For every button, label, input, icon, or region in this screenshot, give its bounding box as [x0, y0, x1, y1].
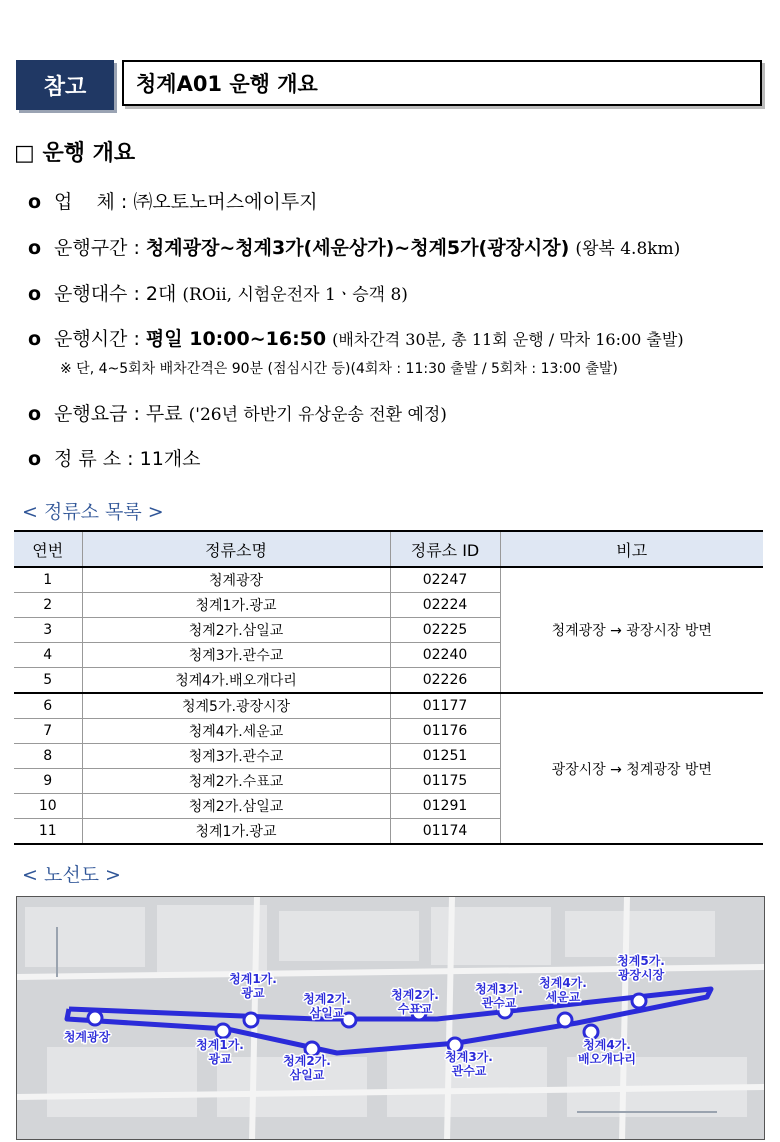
hours-line: o 운행시간 : 평일 10:00~16:50 (배차간격 30분, 총 11회 운행 / 막차 16:00 출발)	[28, 328, 684, 350]
route-extra: (왕복 4.8km)	[575, 239, 681, 259]
hours-extra: (배차간격 30분, 총 11회 운행 / 막차 16:00 출발)	[332, 330, 684, 349]
stop-label-6: 청계4가. 세운교	[539, 976, 587, 1004]
reference-tag: 참고	[16, 60, 114, 110]
stop-marker-1	[88, 1011, 102, 1025]
stops-label: 정 류 소 :	[54, 448, 134, 470]
stop-label-9: 청계2가. 삼일교	[283, 1054, 331, 1082]
vehicles-value: 2대	[145, 283, 177, 305]
stop-list-heading: < 정류소 목록 >	[22, 501, 164, 523]
stops-value: 11개소	[139, 448, 201, 470]
table-row: 8 청계3가.관수교 01251	[14, 744, 763, 769]
stop-label-11: 청계4가. 배오개다리	[578, 1038, 636, 1066]
section-title: □ 운행 개요	[14, 141, 136, 166]
stop-label-1: 청계광장	[63, 1030, 111, 1044]
route-line: o 운행구간 : 청계광장~청계3가(세운상가)~청계5가(광장시장) (왕복 4.8km)	[28, 237, 681, 259]
col-header-id: 정류소 ID	[390, 531, 500, 567]
col-header-name: 정류소명	[82, 531, 390, 567]
stop-marker-2	[244, 1013, 258, 1027]
route-label: 운행구간 :	[54, 237, 140, 259]
hours-label: 운행시간 :	[54, 328, 140, 350]
fare-value: 무료	[145, 403, 183, 425]
stop-label-3: 청계2가. 삼일교	[303, 992, 351, 1020]
vehicles-extra: (ROii, 시험운전자 1ㆍ승객 8)	[182, 285, 408, 305]
fare-line: o 운행요금 : 무료 ('26년 하반기 유상운송 전환 예정)	[28, 403, 447, 425]
route-value: 청계광장~청계3가(세운상가)~청계5가(광장시장)	[145, 237, 570, 259]
table-row: 5 청계4가.배오개다리 02226	[14, 668, 763, 694]
col-header-remark: 비고	[500, 531, 763, 567]
route-map-svg	[17, 897, 765, 1140]
operator-value: ㈜오토노머스에이투지	[133, 191, 318, 213]
vehicles-label: 운행대수 :	[54, 283, 140, 305]
table-row: 6 청계5가.광장시장 01177 광장시장 → 청계광장 방면	[14, 693, 763, 719]
stop-label-5: 청계3가. 관수교	[475, 982, 523, 1010]
table-row: 1 청계광장 02247 청계광장 → 광장시장 방면	[14, 567, 763, 593]
fare-label: 운행요금 :	[54, 403, 140, 425]
route-map	[16, 896, 765, 1140]
stop-label-10: 청계3가. 관수교	[445, 1050, 493, 1078]
stop-label-8: 청계1가. 광교	[196, 1038, 244, 1066]
fare-extra: ('26년 하반기 유상운송 전환 예정)	[188, 405, 447, 425]
table-row: 4 청계3가.관수교 02240	[14, 643, 763, 668]
page-header	[16, 60, 764, 110]
remark-inbound: 광장시장 → 청계광장 방면	[500, 693, 763, 844]
stop-label-2: 청계1가. 광교	[229, 972, 277, 1000]
hours-note: ※ 단, 4~5회차 배차간격은 90분 (점심시간 등)(4회차 : 11:30 출발 / 5회차 : 13:00 출발)	[60, 361, 618, 377]
table-row: 3 청계2가.삼일교 02225	[14, 618, 763, 643]
stop-marker-11	[584, 1025, 598, 1039]
col-header-seq: 연번	[14, 531, 82, 567]
stop-label-4: 청계2가. 수표교	[391, 988, 439, 1016]
route-map-heading: < 노선도 >	[22, 864, 121, 886]
table-row: 11 청계1가.광교 01174	[14, 819, 763, 845]
hours-value: 평일 10:00~16:50	[145, 328, 327, 350]
remark-outbound: 청계광장 → 광장시장 방면	[500, 567, 763, 693]
table-row: 2 청계1가.광교 02224	[14, 593, 763, 618]
stop-marker-8	[216, 1024, 230, 1038]
stop-table	[14, 530, 763, 845]
stop-marker-6	[558, 1013, 572, 1027]
operator-label: 업 체 :	[54, 191, 128, 213]
table-row: 9 청계2가.수표교 01175	[14, 769, 763, 794]
table-header-row	[14, 531, 763, 567]
stop-label-7: 청계5가. 광장시장	[617, 954, 665, 982]
vehicles-line: o 운행대수 : 2대 (ROii, 시험운전자 1ㆍ승객 8)	[28, 283, 408, 305]
table-row: 7 청계4가.세운교 01176	[14, 719, 763, 744]
operator-line: o 업 체 : ㈜오토노머스에이투지	[28, 191, 318, 213]
table-row: 10 청계2가.삼일교 01291	[14, 794, 763, 819]
page-title: 청계A01 운행 개요	[122, 60, 762, 106]
stop-marker-7	[632, 994, 646, 1008]
stops-line: o 정 류 소 : 11개소	[28, 448, 201, 470]
